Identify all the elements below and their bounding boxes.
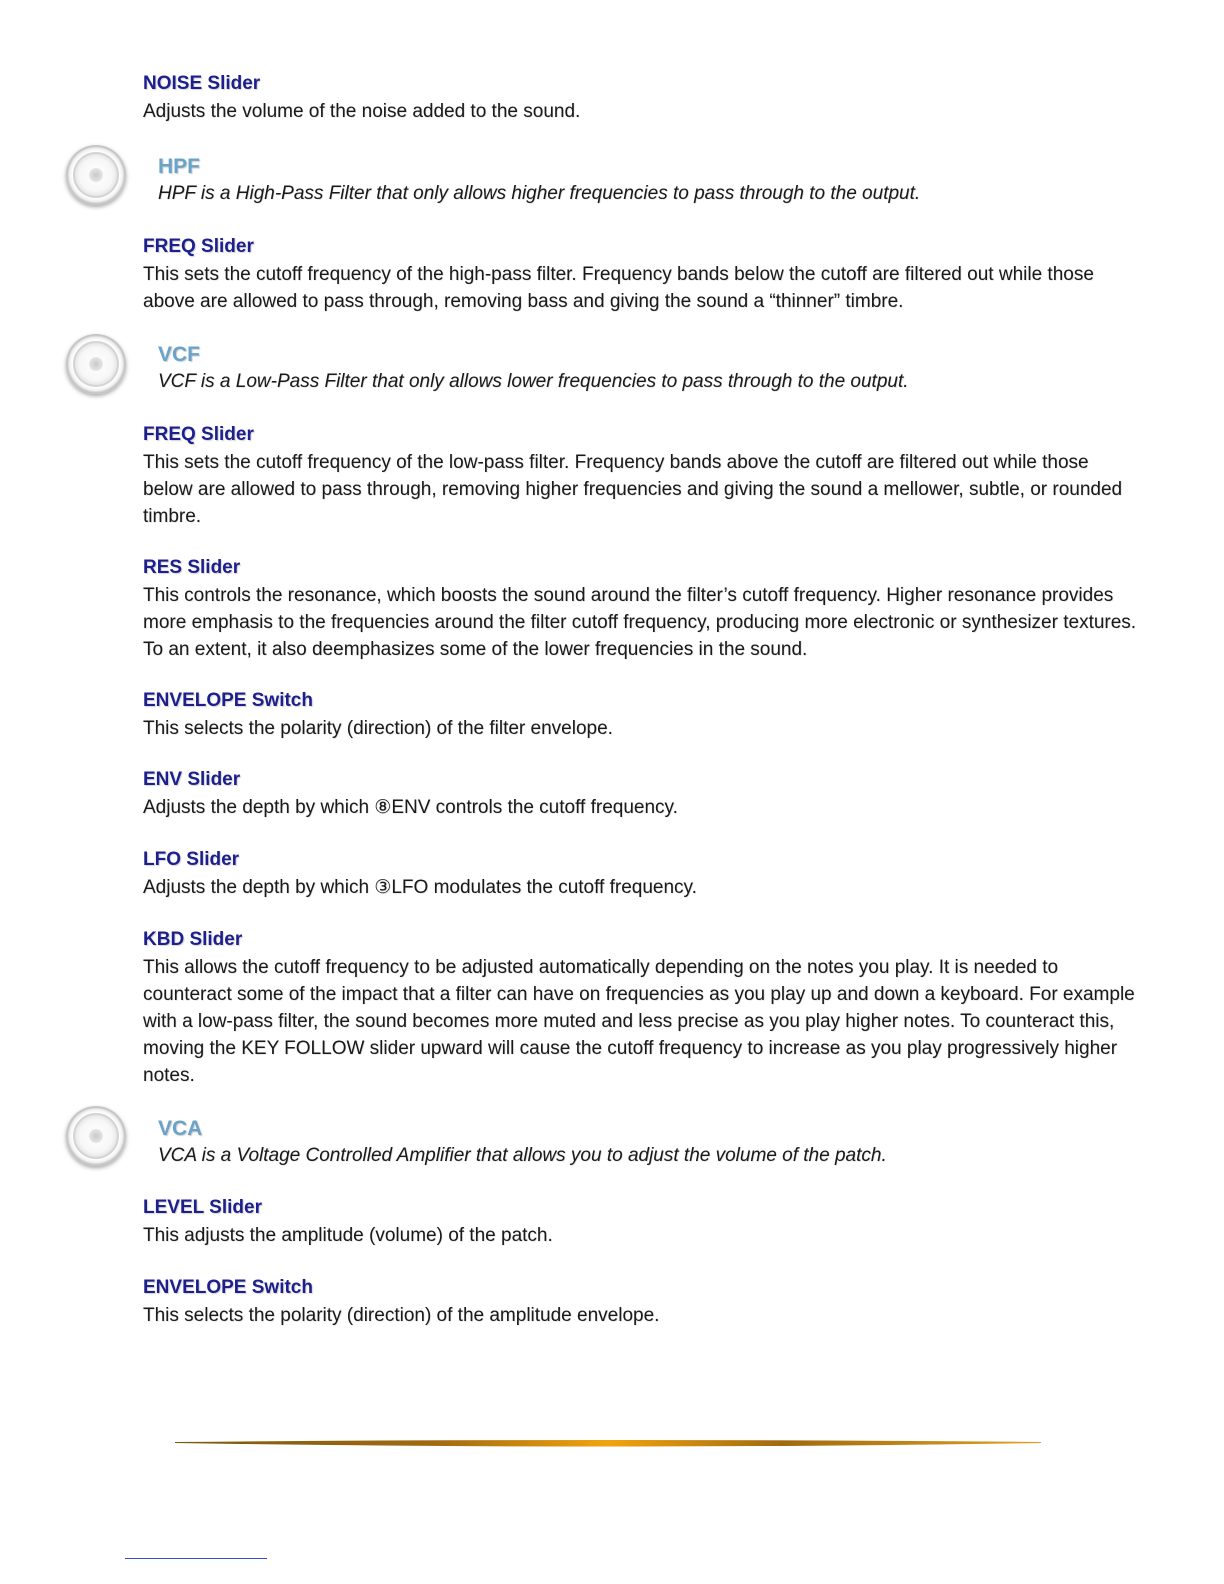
entry-text: This controls the resonance, which boosts the sound around the filter’s cutoff frequency. Higher resonance provides more emphasis to the frequencies around the filter cutoff frequency, producing more electronic or synthesizer textures. To an extent, it also deemphasizes some of the lower frequencies in the sound. bbox=[143, 585, 1137, 660]
footer-divider bbox=[175, 1438, 1041, 1448]
entry-lfo-slider bbox=[143, 848, 1143, 901]
section-title: HPF bbox=[158, 155, 200, 178]
section-description: VCA is a Voltage Controlled Amplifier that allows you to adjust the volume of the patch. bbox=[158, 1145, 887, 1166]
entry-text: This allows the cutoff frequency to be adjusted automatically depending on the notes you play. It is needed to counteract some of the impact that a filter can have on frequencies as you play up and down a keyboard. For example with a low-pass filter, the sound becomes more muted and less precise as you play higher notes. To counteract this, moving the KEY FOLLOW slider upward will cause the cutoff frequency to increase as you play progressively higher notes. bbox=[143, 957, 1135, 1086]
entry-text: This sets the cutoff frequency of the low-pass filter. Frequency bands above the cutoff are filtered out while those below are allowed to pass through, removing higher frequencies and giving the sound a mellower, subtle, or rounded timbre. bbox=[143, 452, 1123, 527]
entry-text: This adjusts the amplitude (volume) of the patch. bbox=[143, 1225, 553, 1246]
entry-heading: ENV Slider bbox=[143, 769, 241, 790]
entry-heading: RES Slider bbox=[143, 557, 241, 578]
entry-noise-slider bbox=[143, 72, 1143, 125]
entry-heading: KBD Slider bbox=[143, 929, 243, 950]
entry-heading: FREQ Slider bbox=[143, 236, 254, 257]
entry-text: This selects the polarity (direction) of the amplitude envelope. bbox=[143, 1305, 660, 1326]
entry-text: Adjusts the depth by which ⑧ENV controls the cutoff frequency. bbox=[143, 797, 678, 818]
section-marker-icon bbox=[66, 145, 126, 205]
entry-hpf-freq-slider bbox=[143, 235, 1143, 315]
entry-heading: ENVELOPE Switch bbox=[143, 1277, 313, 1298]
section-hpf bbox=[158, 154, 1158, 207]
section-title: VCF bbox=[158, 343, 200, 366]
section-title: VCA bbox=[158, 1117, 203, 1140]
entry-text: This selects the polarity (direction) of the filter envelope. bbox=[143, 718, 613, 739]
entry-kbd-slider bbox=[143, 928, 1143, 1089]
entry-level-slider bbox=[143, 1196, 1143, 1249]
section-vcf bbox=[158, 342, 1158, 395]
entry-text: This sets the cutoff frequency of the high-pass filter. Frequency bands below the cutoff are filtered out while those above are allowed to pass through, removing bass and giving the sound a “thinner” timbre. bbox=[143, 264, 1094, 312]
footnote-separator bbox=[125, 1558, 267, 1559]
section-marker-icon bbox=[66, 334, 126, 394]
entry-env-slider bbox=[143, 768, 1143, 821]
entry-res-slider bbox=[143, 556, 1143, 663]
entry-amp-envelope-switch bbox=[143, 1276, 1143, 1329]
entry-heading: ENVELOPE Switch bbox=[143, 690, 313, 711]
entry-heading: FREQ Slider bbox=[143, 424, 254, 445]
section-marker-icon bbox=[66, 1106, 126, 1166]
entry-filter-envelope-switch bbox=[143, 689, 1143, 742]
section-description: VCF is a Low-Pass Filter that only allows lower frequencies to pass through to the output. bbox=[158, 371, 909, 392]
entry-heading: NOISE Slider bbox=[143, 73, 261, 94]
entry-vcf-freq-slider bbox=[143, 423, 1143, 530]
entry-heading: LFO Slider bbox=[143, 849, 240, 870]
entry-text: Adjusts the volume of the noise added to the sound. bbox=[143, 101, 581, 122]
section-description: HPF is a High-Pass Filter that only allows higher frequencies to pass through to the output. bbox=[158, 183, 921, 204]
entry-heading: LEVEL Slider bbox=[143, 1197, 262, 1218]
section-vca bbox=[158, 1116, 1158, 1169]
entry-text: Adjusts the depth by which ③LFO modulates the cutoff frequency. bbox=[143, 877, 697, 898]
